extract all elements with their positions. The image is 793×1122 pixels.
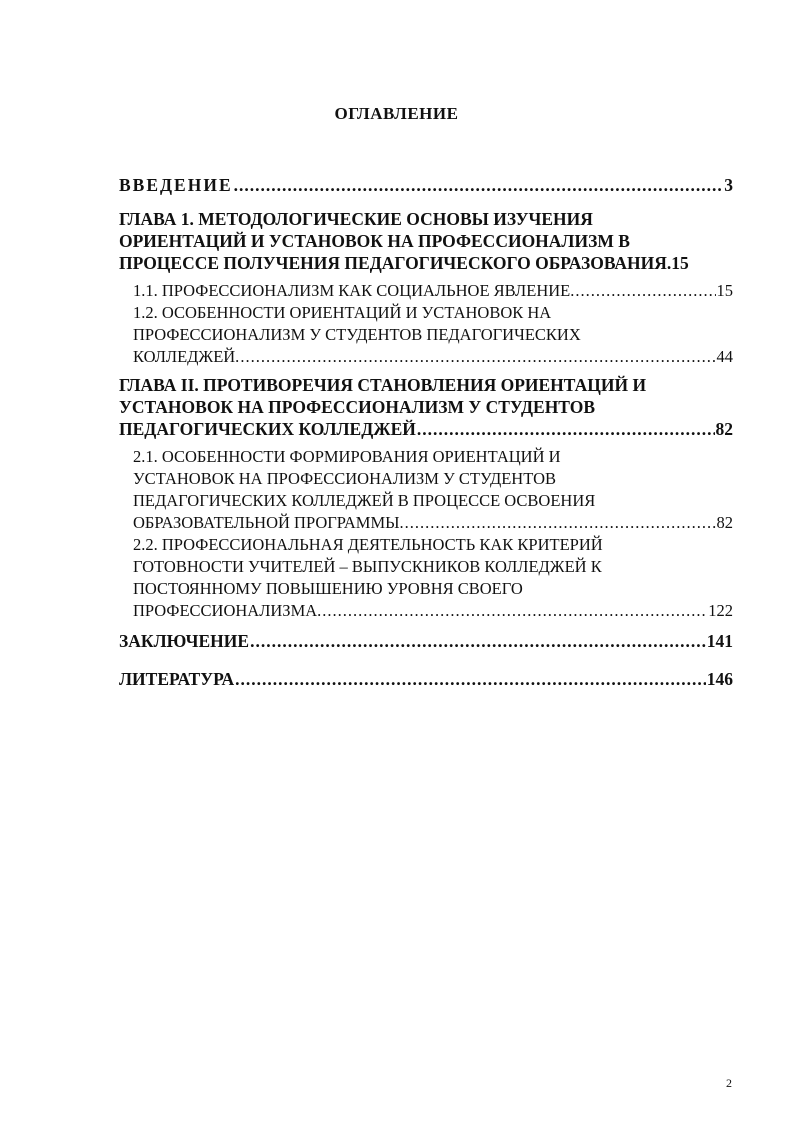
toc-entry-conclusion[interactable]: [119, 630, 733, 652]
toc-entry-line: УСТАНОВОК НА ПРОФЕССИОНАЛИЗМ У СТУДЕНТОВ: [133, 469, 557, 488]
toc-page-number: 15: [671, 253, 689, 273]
toc-page-number: 122: [708, 601, 733, 620]
toc-entry-line: УСТАНОВОК НА ПРОФЕССИОНАЛИЗМ У СТУДЕНТОВ: [119, 397, 596, 417]
toc-entry-references[interactable]: [119, 668, 733, 690]
toc-entry-line: ГЛАВА II. ПРОТИВОРЕЧИЯ СТАНОВЛЕНИЯ ОРИЕНТАЦИЙ И: [119, 375, 647, 395]
toc-page-number: 146: [706, 669, 733, 689]
toc-entry-chapter-2[interactable]: [119, 374, 733, 440]
page-title: ОГЛАВЛЕНИЕ: [334, 104, 459, 123]
toc-dot-leader: [575, 280, 715, 302]
toc-dot-leader: [417, 418, 715, 440]
toc-leader-line: [119, 174, 733, 196]
toc-entry-title: ОБРАЗОВАТЕЛЬНОЙ ПРОГРАММЫ.: [133, 513, 404, 532]
toc-entry-section-1-2[interactable]: [119, 302, 733, 368]
toc-entry-title: 1.1. ПРОФЕССИОНАЛИЗМ КАК СОЦИАЛЬНОЕ ЯВЛЕНИЕ.: [133, 281, 575, 300]
toc-page-number: 15: [716, 281, 733, 300]
toc-entry-line: 1.2. ОСОБЕННОСТИ ОРИЕНТАЦИЙ И УСТАНОВОК НА: [133, 303, 552, 322]
toc-page-number: 82: [716, 513, 733, 532]
toc-page-number: 3: [724, 175, 733, 195]
page-number: 2: [726, 1076, 732, 1090]
toc-dot-leader: [250, 630, 706, 652]
toc-leader-line: [119, 630, 733, 652]
toc-page-number: 44: [716, 347, 733, 366]
toc-entry-line: ПРОФЕССИОНАЛИЗМ У СТУДЕНТОВ ПЕДАГОГИЧЕСКИХ: [133, 325, 581, 344]
toc-leader-line: [133, 600, 733, 622]
toc-entry-title: КОЛЛЕДЖЕЙ.: [133, 347, 240, 366]
toc-entry-line: ГЛАВА 1. МЕТОДОЛОГИЧЕСКИЕ ОСНОВЫ ИЗУЧЕНИЯ: [119, 209, 593, 229]
toc-dot-leader: [235, 668, 706, 690]
toc-entry-line: ПЕДАГОГИЧЕСКИХ КОЛЛЕДЖЕЙ В ПРОЦЕССЕ ОСВОЕНИЯ: [133, 491, 596, 510]
toc-leader-line: [133, 346, 733, 368]
toc-entry-title: ЛИТЕРАТУРА: [119, 669, 235, 689]
toc-page-number: 82: [715, 419, 733, 439]
toc-entry-line: ПОСТОЯННОМУ ПОВЫШЕНИЮ УРОВНЯ СВОЕГО: [133, 579, 523, 598]
toc-entry-title: ПРОФЕССИОНАЛИЗМА.: [133, 601, 322, 620]
toc-entry-line: 2.2. ПРОФЕССИОНАЛЬНАЯ ДЕЯТЕЛЬНОСТЬ КАК КРИТЕРИЙ: [133, 535, 603, 554]
toc-entry-line: ОРИЕНТАЦИЙ И УСТАНОВОК НА ПРОФЕССИОНАЛИЗМ В: [119, 231, 630, 251]
toc-dot-leader: [240, 346, 715, 368]
toc-entry-line: 2.1. ОСОБЕННОСТИ ФОРМИРОВАНИЯ ОРИЕНТАЦИЙ И: [133, 447, 561, 466]
table-of-contents: [119, 174, 733, 690]
toc-entry-chapter-1[interactable]: [119, 208, 733, 274]
toc-entry-title: ПЕДАГОГИЧЕСКИХ КОЛЛЕДЖЕЙ: [119, 419, 416, 439]
toc-page-number: 141: [706, 631, 733, 651]
toc-dot-leader: [234, 174, 724, 196]
toc-entry-title: ВВЕДЕНИЕ: [119, 175, 233, 195]
toc-entry-title: ЗАКЛЮЧЕНИЕ: [119, 631, 250, 651]
toc-entry-introduction[interactable]: [119, 174, 733, 196]
toc-leader-line: [119, 418, 733, 440]
toc-leader-line: [119, 252, 733, 274]
toc-leader-line: [133, 280, 733, 302]
toc-entry-line: ГОТОВНОСТИ УЧИТЕЛЕЙ – ВЫПУСКНИКОВ КОЛЛЕДЖЕЙ К: [133, 557, 602, 576]
toc-entry-section-2-1[interactable]: [119, 446, 733, 534]
toc-dot-leader: [405, 512, 716, 534]
toc-dot-leader: [322, 600, 707, 622]
toc-entry-section-2-2[interactable]: [119, 534, 733, 622]
toc-entry-section-1-1[interactable]: [119, 280, 733, 302]
toc-entry-title: ПРОЦЕССЕ ПОЛУЧЕНИЯ ПЕДАГОГИЧЕСКОГО ОБРАЗОВАНИЯ.: [119, 253, 672, 273]
toc-leader-line: [133, 512, 733, 534]
toc-leader-line: [119, 668, 733, 690]
